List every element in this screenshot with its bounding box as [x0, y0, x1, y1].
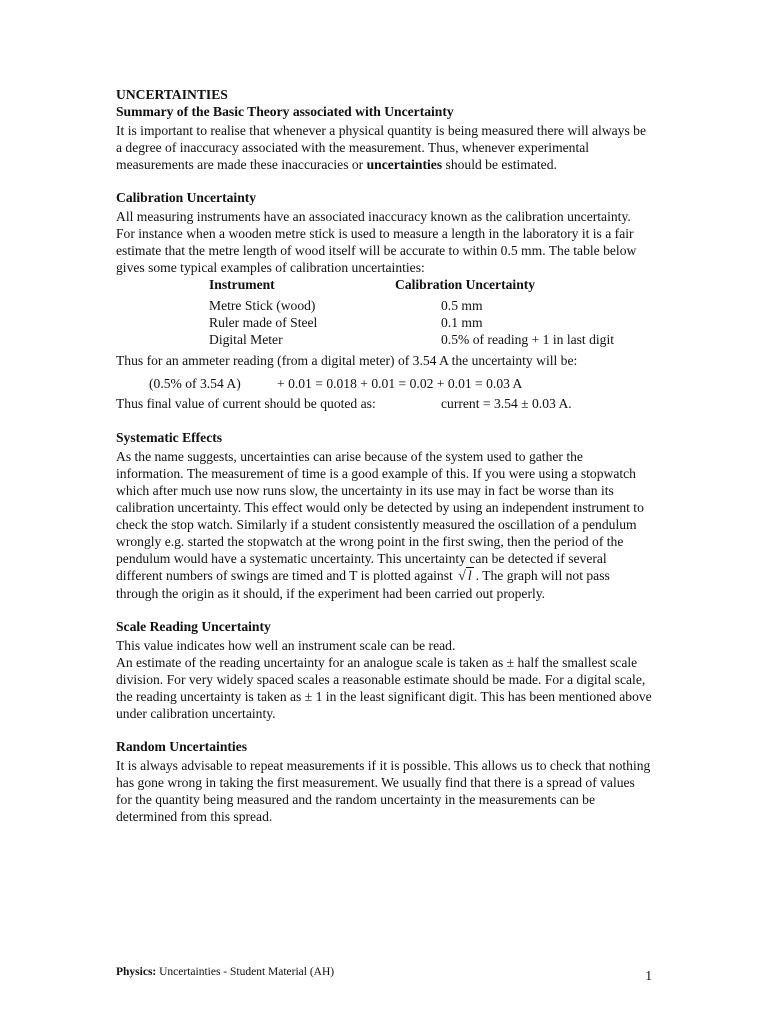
- table-cell-instrument: Ruler made of Steel: [209, 315, 318, 330]
- scale-reading-paragraph: An estimate of the reading uncertainty for an analogue scale is taken as ± half the smallest scale division. For very widely spaced scales a reasonable estimate should be made. For a digital scale, the reading uncertainty is taken as ± 1 in the least significant digit. This has been mentioned above under calibration uncertainty.: [116, 655, 652, 721]
- footer-subject: Physics:: [116, 966, 157, 978]
- table-cell-uncertainty: 0.1 mm: [441, 315, 483, 330]
- final-value-line: [116, 393, 652, 413]
- sqrt-symbol: √: [458, 569, 466, 584]
- calibration-paragraph: All measuring instruments have an associated inaccuracy known as the calibration uncertainty. For instance when a wooden metre stick is used to measure a length in the laboratory it is a fair estimate that the metre length of wood itself will be accurate to within 0.5 mm. The table below gives some typical examples of calibration uncertainties:: [116, 209, 637, 275]
- equation-part1: (0.5% of 3.54 A): [149, 376, 241, 391]
- sqrt-argument: l: [467, 568, 472, 583]
- document-body: [116, 86, 652, 825]
- calibration-section: [116, 189, 652, 413]
- intro-text-end: should be estimated.: [442, 157, 557, 172]
- example-intro: Thus for an ammeter reading (from a digital meter) of 3.54 A the uncertainty will be:: [116, 353, 578, 368]
- scale-reading-line: This value indicates how well an instrument scale can be read.: [116, 638, 456, 653]
- page-number: 1: [645, 968, 652, 983]
- random-section: [116, 738, 652, 825]
- random-paragraph: It is always advisable to repeat measurements if it is possible. This allows us to check that nothing has gone wrong in taking the first measurement. We usually find that there is a spread of values for the quantity being measured and the random uncertainty in the measurements can be determined from this spread.: [116, 758, 651, 824]
- systematic-text: As the name suggests, uncertainties can arise because of the system used to gather the information. The measurement of time is a good example of this. If you were using a stopwatch which after much use now runs slow, the uncertainty in its use may in fact be worse than its calibration uncertainty. This effect would only be detected by using an independent instrument to check the stop watch. Similarly if a student consistently measured the oscillation of a pendulum wrongly e.g. started the stopwatch at the wrong point in the first swing, then the period of the pendulum would have a systematic uncertainty. This uncertainty can be detected if several different numbers of swings are timed and T is plotted against: [116, 449, 644, 583]
- table-cell-instrument: Metre Stick (wood): [209, 298, 316, 313]
- systematic-paragraph: [116, 448, 652, 602]
- final-value-label: Thus final value of current should be quoted as:: [116, 396, 376, 411]
- intro-bold-term: uncertainties: [366, 157, 443, 172]
- systematic-text-end: . The graph will not pass through the origin as it should, if the experiment had been carried out properly.: [116, 568, 610, 601]
- table-cell-uncertainty: 0.5% of reading + 1 in last digit: [441, 332, 615, 347]
- final-value: current = 3.54 ± 0.03 A.: [441, 396, 572, 411]
- document-title: UNCERTAINTIES: [116, 87, 228, 102]
- intro-paragraph: [116, 122, 652, 173]
- page-footer: [116, 966, 652, 983]
- calibration-table: [116, 276, 652, 347]
- systematic-section: [116, 429, 652, 602]
- table-header-uncertainty: Calibration Uncertainty: [395, 277, 536, 292]
- random-heading: Random Uncertainties: [116, 739, 248, 754]
- table-cell-instrument: Digital Meter: [209, 332, 283, 347]
- systematic-heading: Systematic Effects: [116, 430, 223, 445]
- calibration-heading: Calibration Uncertainty: [116, 190, 257, 205]
- table-header-instrument: Instrument: [209, 277, 275, 292]
- equation-part2: + 0.01 = 0.018 + 0.01 = 0.02 + 0.01 = 0.03 A: [277, 376, 523, 391]
- scale-reading-section: [116, 618, 652, 722]
- table-cell-uncertainty: 0.5 mm: [441, 298, 483, 313]
- uncertainty-equation: [116, 373, 652, 393]
- sqrt-expression: [458, 567, 473, 585]
- intro-text: It is important to realise that whenever a physical quantity is being measured there will always be a degree of inaccuracy associated with the measurement. Thus, whenever experimental measurements are made these inaccuracies or: [116, 123, 646, 172]
- footer-title: Uncertainties - Student Material (AH): [156, 966, 335, 978]
- scale-reading-heading: Scale Reading Uncertainty: [116, 619, 271, 634]
- document-subtitle: Summary of the Basic Theory associated with Uncertainty: [116, 104, 454, 119]
